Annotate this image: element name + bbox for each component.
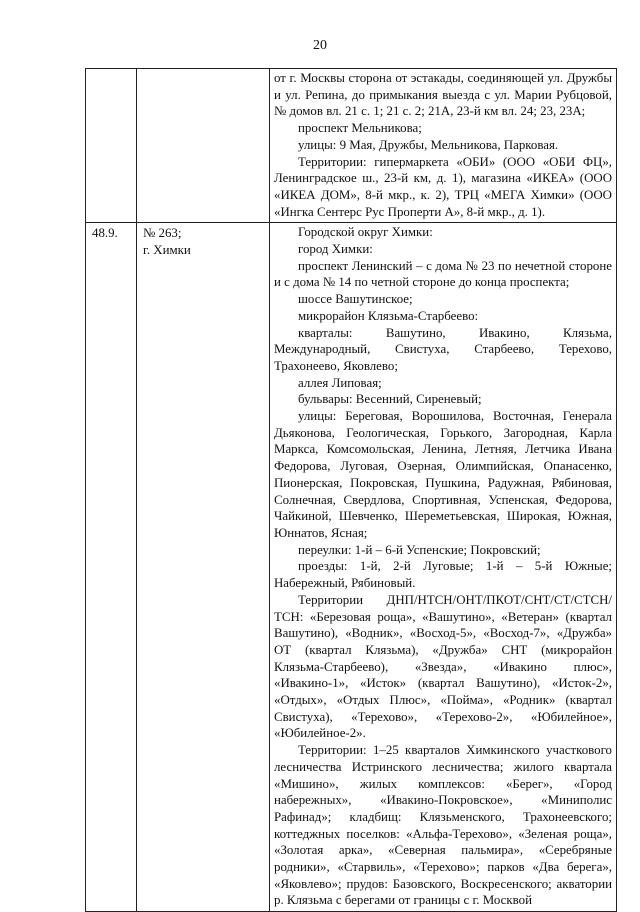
polling-stations-table [85, 68, 617, 912]
boundary-paragraph: бульвары: Весенний, Сиреневый; [298, 392, 482, 407]
boundaries-cell [270, 223, 617, 912]
boundary-paragraph: проспект Мельникова; [298, 121, 422, 136]
boundary-paragraph: Территории: 1–25 кварталов Химкинского участкового лесничества Истринского лесничества; жилого квартала «Мишино», жилых комплексов: «Берег», «Город набережных», «Ивакино-Покровское», «Миниполис Рафинад»; кладбищ: Клязьменского, Трахонеевского; коттеджных поселков: «Альфа-Терехово», «Зеленая роща», «Золотая арка», «Северная пальмира», «Серебряные родники», «Старвиль», «Терехово»; парков «Два берега», «Яковлево»; прудов: Базовского, Воскресенского; акватории р. Клязьма с берегами от границы с г. Москвой [274, 743, 612, 908]
boundary-paragraph: аллея Липовая; [298, 375, 382, 390]
boundary-paragraph: Городской округ Химки: [298, 225, 433, 240]
station-number-cell [86, 69, 137, 223]
boundary-paragraph: Территории: гипермаркета «ОБИ» (ООО «ОБИ ФЦ», Ленинградское ш., 23-й км, д. 1), магазина «ИКЕА» (ООО «ИКЕА ДОМ», 8-й мкр., к. 2), ТРЦ «МЕГА Химки» (ООО «Ингка Сентерс Рус Проперти А», 8-й мкр., д. 1). [274, 154, 612, 219]
station-place: г. Химки [143, 243, 191, 258]
station-id: № 263; [143, 226, 182, 241]
boundary-paragraph: проспект Ленинский – с дома № 23 по нечетной стороне и с дома № 14 по четной стороне до конца проспекта; [274, 258, 612, 290]
page-number: 20 [313, 38, 327, 53]
station-location-cell [137, 223, 270, 912]
boundary-paragraph: город Химки: [298, 242, 373, 257]
station-number-cell: 48.9. [86, 223, 137, 912]
boundary-paragraph: улицы: Береговая, Ворошилова, Восточная, Генерала Дьяконова, Геологическая, Горького, Загородная, Карла Маркса, Комсомольская, Ленина, Летняя, Летчика Ивана Федорова, Луговая, Озерная, Олимпийская, Опанасенко, Пионерская, Покровская, Пушкина, Радужная, Рябиновая, Солнечная, Свердлова, Спортивная, Успенская, Федорова, Чайкиной, Шевченко, Шереметьевская, Широкая, Южная, Юннатов, Ясная; [274, 409, 612, 540]
boundary-paragraph: кварталы: Вашутино, Ивакино, Клязьма, Международный, Свистуха, Старбеево, Терехово, Трахонеево, Яковлево; [274, 325, 612, 373]
boundary-paragraph: переулки: 1-й – 6-й Успенские; Покровский; [298, 542, 541, 557]
table-row [86, 223, 617, 912]
boundaries-cell [270, 69, 617, 223]
station-location-cell [137, 69, 270, 223]
boundary-paragraph: улицы: 9 Мая, Дружбы, Мельникова, Парковая. [298, 137, 559, 152]
boundary-paragraph: от г. Москвы сторона от эстакады, соединяющей ул. Дружбы и ул. Репина, до примыкания выезда с ул. Марии Рубцовой, № домов вл. 21 с. 1; 21 с. 2; 21А, 23-й км вл. 24; 23, 23А; [274, 71, 612, 119]
table-row [86, 69, 617, 223]
boundary-paragraph: шоссе Вашутинское; [298, 292, 413, 307]
boundary-paragraph: микрорайон Клязьма-Старбеево: [298, 308, 479, 323]
boundary-paragraph: проезды: 1-й, 2-й Луговые; 1-й – 5-й Южные; Набережный, Рябиновый. [274, 559, 612, 591]
boundary-paragraph: Территории ДНП/НТСН/ОНТ/ПКОТ/СНТ/СТ/СТСН/ТСН: «Березовая роща», «Вашутино», «Ветеран» (квартал Вашутино), «Водник», «Восход-5», «Восход-7», «Дружба» ОТ (квартал Клязьма), «Дружба» СНТ (микрорайон Клязьма-Старбеево), «Звезда», «Ивакино плюс», «Ивакино-1», «Исток» (квартал Вашутино), «Исток-2», «Отдых», «Отдых Плюс», «Пойма», «Родник» (квартал Свистуха), «Терехово», «Терехово-2», «Юбилейное», «Юбилейное-2». [274, 592, 612, 741]
